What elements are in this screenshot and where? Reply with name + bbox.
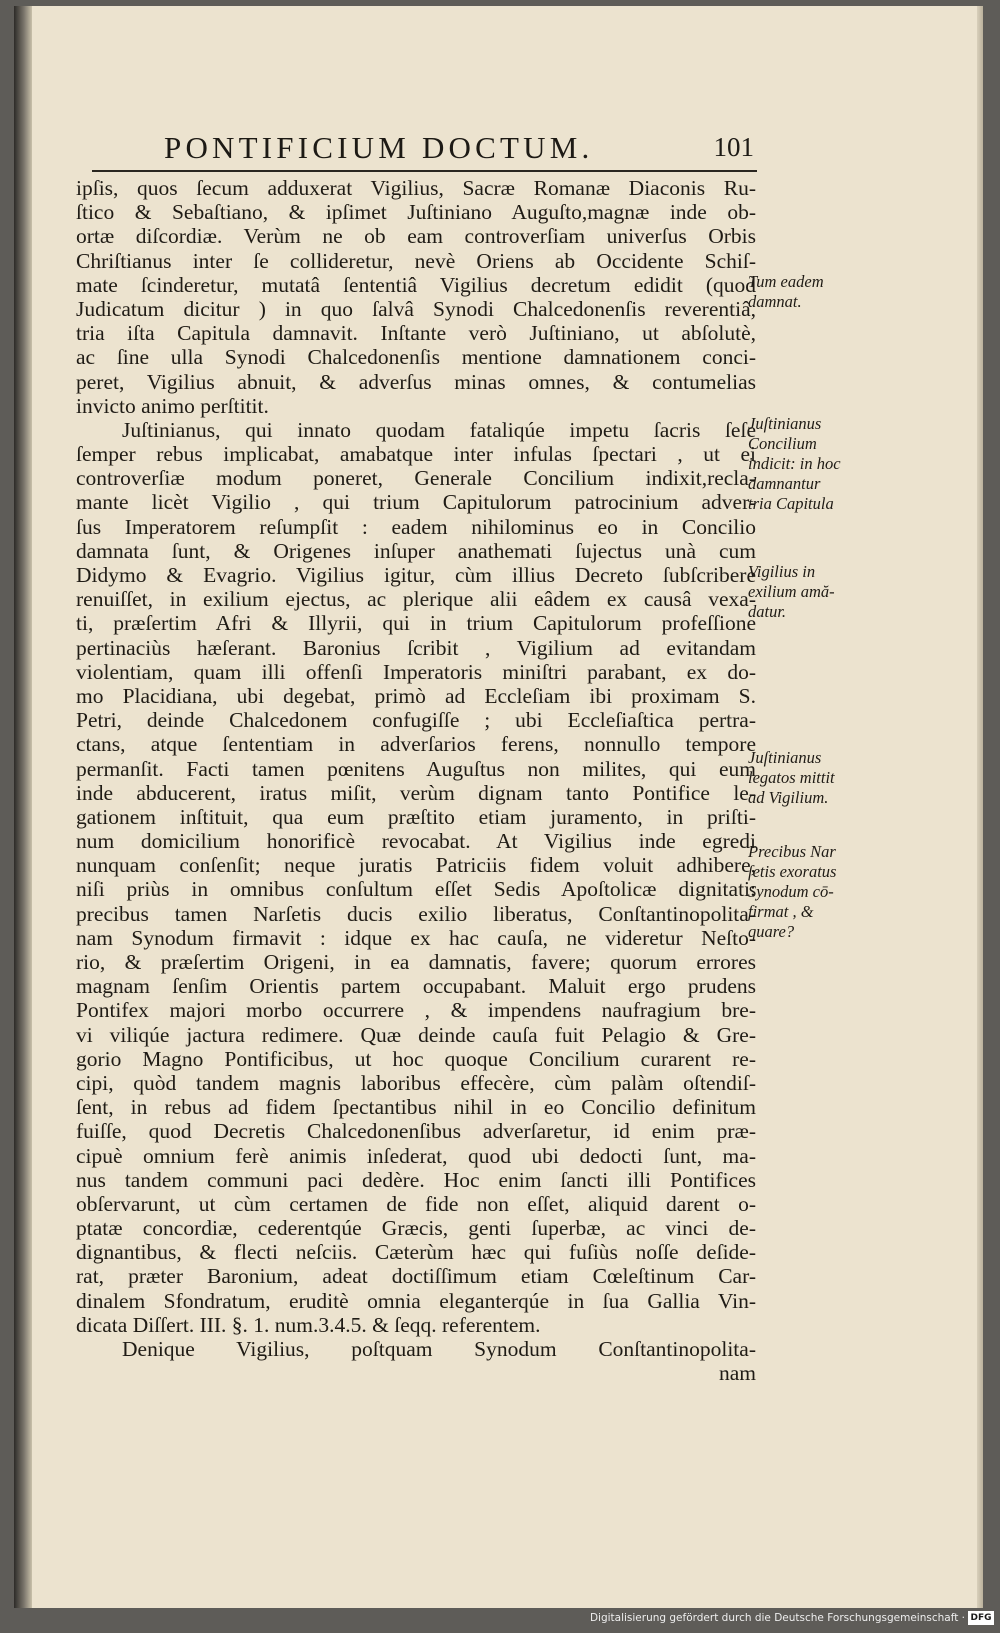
text-line: ctans, atque ſententiam in adverſarios ferens, nonnullo tempore (76, 732, 756, 757)
text-line: Pontifex majori morbo occurrere , & impendens naufragium bre- (76, 998, 756, 1023)
marginal-note-line: firmat , & (748, 902, 814, 921)
text-line: renuiſſet, in exilium ejectus, ac plerique alii eâdem ex causâ vexa- (76, 587, 756, 612)
marginal-note-line: indicit: in hoc (748, 454, 841, 473)
marginal-note-line: datur. (748, 602, 787, 621)
text-line: ti, præſertim Afri & Illyrii, qui in trium Capitulorum profeſſione (76, 611, 756, 636)
text-line: nunquam conſenſit; neque juratis Patriciis fidem voluit adhibere, (76, 853, 756, 878)
marginal-note-line: Synodum cō- (748, 882, 834, 901)
text-line: pertinaciùs hæſerant. Baronius ſcribit , Vigilium ad evitandam (76, 635, 756, 660)
text-line: invicto animo perſtitit. (76, 393, 269, 418)
page-header (164, 130, 754, 174)
marginal-note (748, 748, 868, 808)
marginal-note-line: Concilium (748, 434, 817, 453)
marginal-note-line: ſetis exoratus (748, 862, 837, 881)
text-line: permanſit. Facti tamen pœnitens Auguſtus non milites, qui eum (76, 756, 756, 781)
text-line: rat, præter Baronium, adeat doctiſſimum etiam Cœleſtinum Car- (76, 1264, 756, 1289)
text-line: Juſtinianus, qui innato quodam fataliqúe impetu ſacris ſeſe (122, 417, 756, 442)
body-text (76, 176, 756, 1385)
marginal-note-line: Vigilius in (748, 562, 816, 581)
text-line: Petri, deinde Chalcedonem confugiſſe ; ubi Eccleſiaſtica pertra- (76, 708, 756, 733)
marginal-note-line: Tum eadem (748, 272, 824, 291)
text-line: ptatæ concordiæ, cederentqúe Græcis, genti ſuperbæ, ac vinci de- (76, 1216, 756, 1241)
text-line: nam Synodum firmavit : idque ex hac cauſa, ne videretur Neſto- (76, 925, 756, 950)
text-line: tria iſta Capitula damnavit. Inſtante verò Juſtiniano, ut abſolutè, (76, 321, 756, 346)
text-line: gorio Magno Pontificibus, ut hoc quoque Concilium curarent re- (76, 1046, 756, 1071)
marginal-note (748, 272, 868, 312)
text-line: controverſiæ modum poneret, Generale Concilium indixit,recla- (76, 466, 756, 491)
text-line: ortæ diſcordiæ. Verùm ne ob eam controverſiam univerſus Orbis (76, 224, 756, 249)
text-line: Judicatum dicitur ) in quo ſalvâ Synodi Chalcedonenſis reverentiâ, (76, 296, 756, 321)
marginal-note-line: damnantur (748, 474, 821, 493)
text-line: dinalem Sfondratum, eruditè omnia eleganterqúe in ſua Gallia Vin- (76, 1288, 756, 1313)
text-line: num domicilium honorificè revocabat. At Vigilius inde egredi (76, 829, 756, 854)
text-line: precibus tamen Narſetis ducis exilio liberatus, Conſtantinopolita- (76, 901, 756, 926)
text-line: dignantibus, & flecti neſciis. Cæterùm hæc qui fuſiùs noſſe deſide- (76, 1240, 756, 1265)
marginal-note-line: legatos mittit (748, 768, 835, 787)
marginal-note-line: tria Capitula (748, 494, 834, 513)
marginal-note (748, 842, 868, 942)
footer-credit: Digitalisierung gefördert durch die Deutsche Forschungsgemeinschaft · (589, 1612, 965, 1624)
text-line: fuiſſe, quod Decretis Chalcedonenſibus adverſaretur, id enim præ- (76, 1119, 756, 1144)
text-line: magnam ſenſim Orientis partem occupabant. Maluit ergo prudens (76, 974, 756, 999)
page-edge (977, 6, 983, 1608)
running-head: PONTIFICIUM DOCTUM. (164, 130, 594, 165)
text-line: dicata Diſſert. III. §. 1. num.3.4.5. & ſeqq. referentem. (76, 1312, 541, 1337)
text-line: violentiam, quam illi offenſi Imperatoris miniſtri parabant, ex do- (76, 659, 756, 684)
text-line: damnata ſunt, & Origenes inſuper anathemati ſujectus unà cum (76, 538, 756, 563)
marginal-note-line: exilium amă- (748, 582, 835, 601)
text-line: nam (718, 1361, 756, 1386)
text-line: Didymo & Evagrio. Vigilius igitur, cùm illius Decreto ſubſcribere (76, 563, 756, 587)
marginal-note (748, 562, 868, 622)
text-line: rio, & præſertim Origeni, in ea damnatis, favere; quorum errores (76, 950, 756, 974)
marginal-note-line: ad Vigilium. (748, 788, 829, 807)
marginal-note-line: Juſtinianus (748, 748, 822, 767)
text-line: mo Placidiana, ubi degebat, primò ad Eccleſiam ibi proximam S. (76, 683, 756, 708)
marginal-note-line: damnat. (748, 292, 802, 311)
text-line: ac ſine ulla Synodi Chalcedonenſis mentione damnationem conci- (76, 345, 756, 370)
text-line: nus tandem communi paci dedère. Hoc enim ſancti illi Pontifices (76, 1167, 756, 1192)
page-number: 101 (713, 132, 754, 162)
text-line: Denique Vigilius, poſtquam Synodum Conſtantinopolita- (122, 1337, 756, 1361)
dfg-logo: DFG (968, 1611, 994, 1625)
marginal-note-line: Juſtinianus (748, 414, 822, 433)
text-line: cipuè omnium ferè animis inſederat, quod ubi dedocti ſunt, ma- (76, 1143, 756, 1168)
text-line: ſent, in rebus ad fidem ſpectantibus nihil in eo Concilio definitum (76, 1095, 756, 1120)
text-line: cipi, quòd tandem magnis laboribus effecère, cùm palàm oſtendiſ- (76, 1070, 756, 1095)
text-line: ipſis, quos ſecum adduxerat Vigilius, Sacræ Romanæ Diaconis Ru- (76, 176, 756, 200)
text-line: peret, Vigilius abnuit, & adverſus minas omnes, & contumelias (76, 369, 756, 394)
text-line: mante licèt Vigilio , qui trium Capitulorum patrocinium adver- (76, 490, 756, 515)
text-line: ſemper rebus implicabat, amabatque inter infulas ſpectari , ut ei (76, 442, 756, 467)
text-line: ſtico & Sebaſtiano, & ipſimet Juſtiniano Auguſto,magnæ inde ob- (76, 200, 756, 225)
text-line: obſervarunt, ut cùm certamen de fide non eſſet, aliquid darent o- (76, 1191, 756, 1216)
text-line: Chriſtianus inter ſe collideretur, nevè Oriens ab Occidente Schiſ- (76, 248, 756, 273)
page-gutter (14, 6, 32, 1608)
text-line: ſus Imperatorem reſumpſit : eadem nihilominus eo in Concilio (76, 514, 756, 539)
marginal-note-line: Precibus Nar (748, 842, 836, 861)
text-line: gationem inſtituit, qua eum præſtito etiam juramento, in priſti- (76, 804, 756, 829)
text-line: mate ſcinderetur, mutatâ ſententiâ Vigilius decretum edidit (quod (76, 272, 756, 297)
marginal-note-line: quare? (748, 922, 795, 941)
header-rule (92, 170, 757, 172)
text-line: niſi priùs in omnibus conſultum eſſet Sedis Apoſtolicæ dignitati: (76, 877, 756, 902)
text-line: inde abducerent, iratus miſit, verùm dignam tanto Pontifice le- (76, 780, 756, 805)
marginal-note (748, 414, 868, 514)
text-line: vi viliqúe jactura redimere. Quæ deinde cauſa fuit Pelagio & Gre- (76, 1022, 756, 1047)
book-page (14, 6, 983, 1608)
